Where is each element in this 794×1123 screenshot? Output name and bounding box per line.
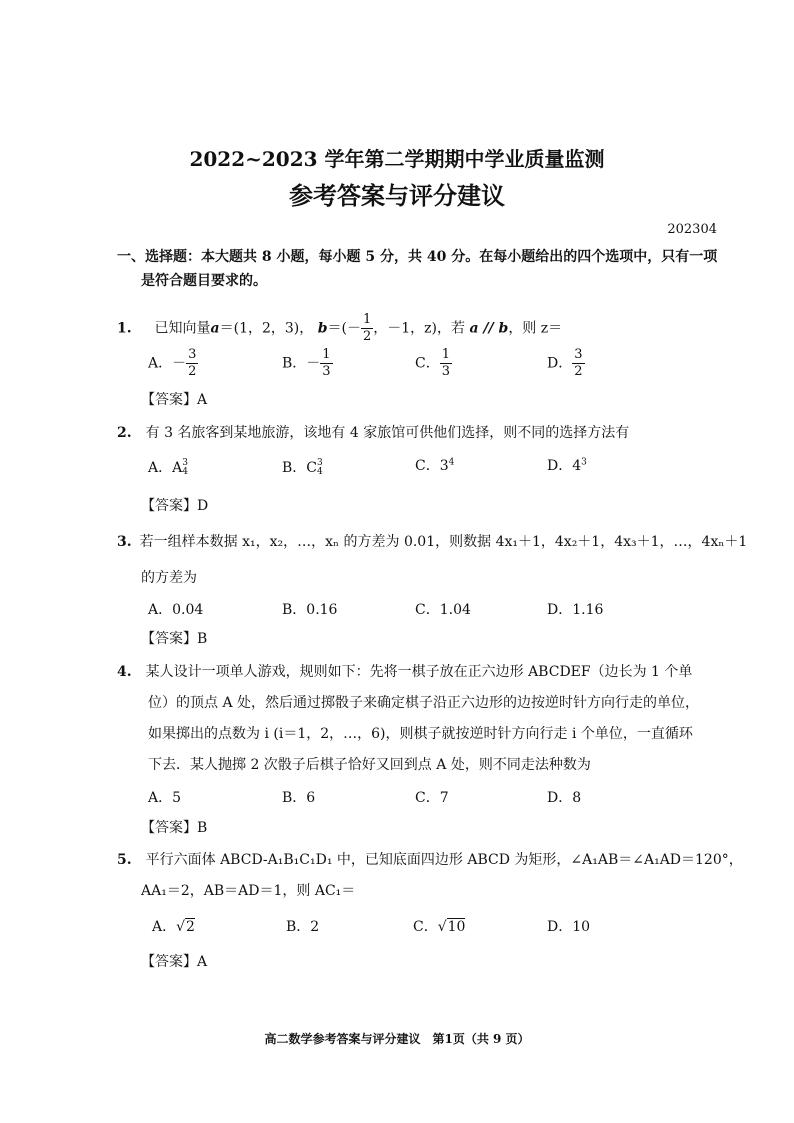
section-heading-line2: 是符合题目要求的。 [141,273,267,289]
option-d: D．10 [547,919,591,935]
answer-1: 【答案】A [141,392,208,408]
option-c: C．7 [415,790,449,806]
doc-subtitle: 参考答案与评分建议 [289,181,505,210]
stem-text: ，则 z＝ [508,320,563,337]
option-b: B．2 [286,919,320,935]
option-b: B．－ $\frac{1}{3}$ [282,347,331,379]
question-4-line3: 如果掷出的点数为 i (i＝1，2，…，6)，则棋子就按逆时针方向行走 i 个单位，一直循环 [148,726,693,742]
option-c: C． $\frac{1}{3}$ [415,347,450,379]
option-a: A．5 [148,790,182,806]
answer-3: 【答案】B [141,631,208,647]
vector-b: b [317,320,328,337]
question-5: 5. 平行六面体 ABCD-A₁B₁C₁D₁ 中，已知底面四边形 ABCD 为矩形，∠A₁AB＝∠A₁AD＝120°， [117,852,743,868]
answer-5: 【答案】A [141,954,208,970]
question-2: 2. 有 3 名旅客到某地旅游，该地有 4 家旅馆可供他们选择，则不同的选择方法有 [117,425,630,441]
question-4-line4: 下去．某人抛掷 2 次骰子后棋子恰好又回到点 A 处，则不同走法种数为 [148,757,591,773]
fraction: $\frac{1}{2}$ [362,312,372,344]
option-a: A．0.04 [148,602,204,618]
option-a: A．－ $\frac{3}{2}$ [148,347,197,379]
question-3-line2: 的方差为 [141,570,197,586]
answer-4: 【答案】B [141,820,208,836]
question-1 [117,312,562,345]
option-b: B．6 [282,790,316,806]
option-b: B．0.16 [282,602,338,618]
option-a: A．A 3 4 [148,458,188,477]
stem-text: 已知向量 [154,320,211,337]
option-a: A．√2 [152,919,195,935]
question-4: 4. 某人设计一项单人游戏，规则如下：先将一棋子放在正六边形 ABCDEF（边长为 1 个单 [117,664,693,680]
option-d: D． $\frac{3}{2}$ [547,347,583,379]
page-footer: 高二数学参考答案与评分建议 第1页（共 9 页） [264,1032,530,1046]
option-c: C．√10 [413,919,466,935]
condition: a // b [469,320,509,337]
vector-a: a [210,320,220,337]
stem-text: ＝(－ [327,320,361,337]
doc-code: 202304 [667,222,717,237]
stem-text: ＝(1，2，3)， [219,320,314,337]
section-heading-line1: 一、选择题：本大题共 8 小题，每小题 5 分，共 40 分。在每小题给出的四个选项中，只有一项 [117,249,718,265]
question-5-line2: AA₁＝2，AB＝AD＝1，则 AC₁＝ [141,883,356,899]
option-c: C．$3^4$ [415,457,455,474]
question-3: 3. 若一组样本数据 x₁，x₂，…，xₙ 的方差为 0.01，则数据 4x₁＋1，4x₂＋1，4x₃＋1，…，4xₙ＋1 [117,534,748,550]
answer-2: 【答案】D [141,498,209,514]
stem-text: ，－1，z)，若 [373,320,466,337]
exam-title: 2022~2023 学年第二学期期中学业质量监测 [189,147,605,171]
option-d: D．1.16 [547,602,604,618]
option-b: B．C 3 4 [282,458,323,477]
option-d: D．$4^3$ [547,457,587,474]
option-d: D．8 [547,790,582,806]
option-c: C．1.04 [415,602,471,618]
question-number: 1. [117,320,132,337]
question-4-line2: 位）的顶点 A 处，然后通过掷骰子来确定棋子沿正六边形的边按逆时针方向行走的单位， [148,695,700,711]
